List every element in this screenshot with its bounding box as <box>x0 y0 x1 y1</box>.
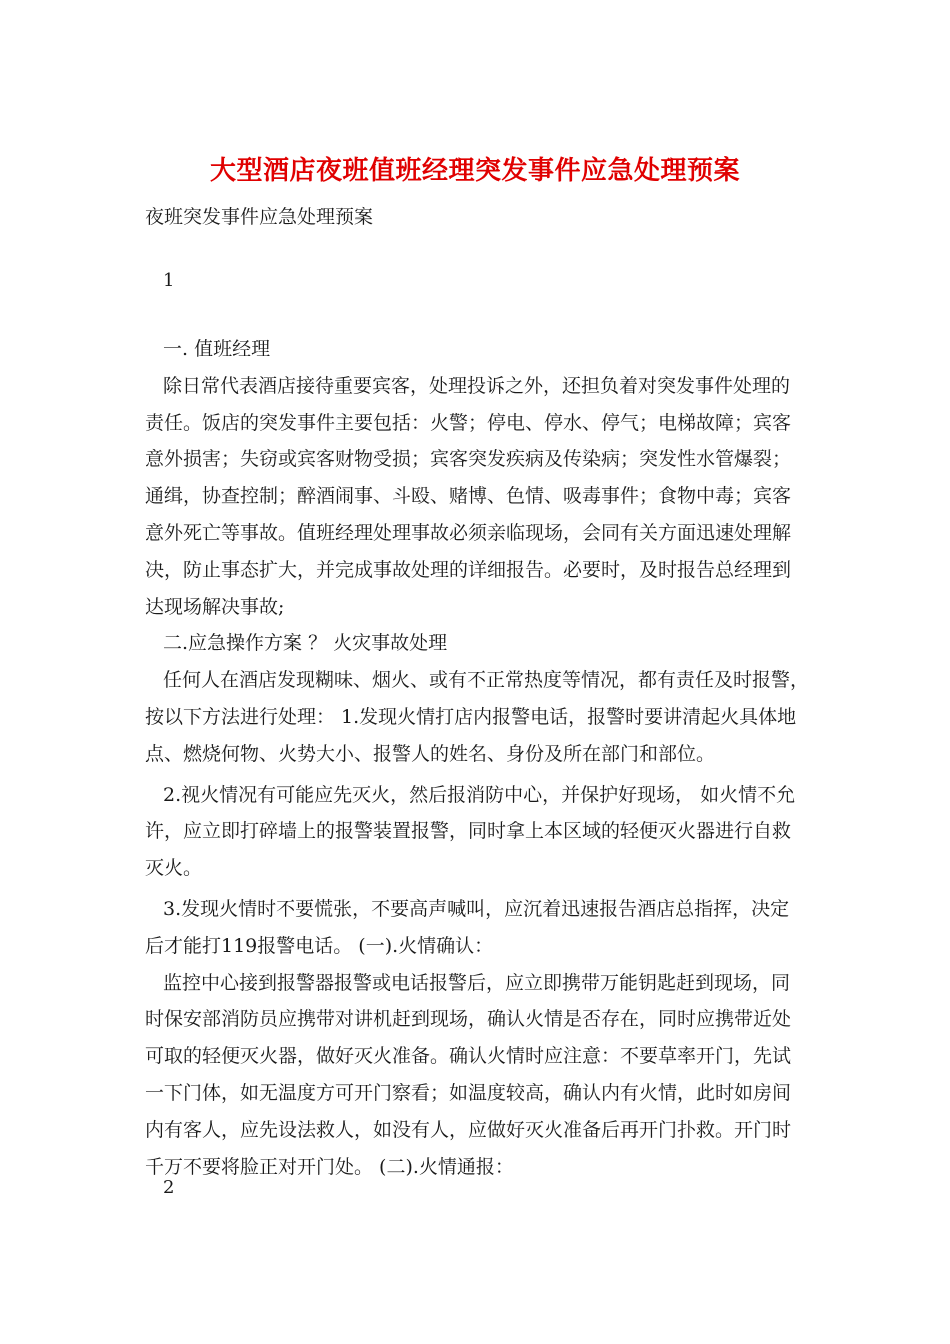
page-marker: 1 <box>163 270 175 291</box>
paragraph-line: 许，应立即打碎墙上的报警装置报警，同时拿上本区域的轻便灭火器进行自救 <box>145 820 792 843</box>
paragraph-line: 除日常代表酒店接待重要宾客，处理投诉之外，还担负着对突发事件处理的 <box>163 374 791 397</box>
paragraph-line: 监控中心接到报警器报警或电话报警后，应立即携带万能钥匙赶到现场，同 <box>163 971 791 994</box>
paragraph-line: 灭火。 <box>145 857 203 880</box>
paragraph-line: 内有客人，应先设法救人，如没有人，应做好灭火准备后再开门扑救。开门时 <box>145 1118 792 1141</box>
section-heading: 二.应急操作方案 ？ 火灾事故处理 <box>163 632 448 655</box>
paragraph-line: 通缉，协查控制；醉酒闹事、斗殴、赌博、色情、吸毒事件；食物中毒；宾客 <box>145 485 792 508</box>
section-heading: 一. 值班经理 <box>163 338 271 360</box>
page-marker: 2 <box>163 1177 175 1198</box>
paragraph-line: 时保安部消防员应携带对讲机赶到现场，确认火情是否存在，同时应携带近处 <box>145 1008 792 1031</box>
paragraph-line: 意外死亡等事故。值班经理处理事故必须亲临现场，会同有关方面迅速处理解 <box>145 521 792 544</box>
document-title: 大型酒店夜班值班经理突发事件应急处理预案 <box>209 156 740 186</box>
paragraph-line: 千万不要将脸正对开门处。 (二).火情通报： <box>145 1155 514 1178</box>
document-subtitle: 夜班突发事件应急处理预案 <box>145 206 374 228</box>
paragraph-line: 决，防止事态扩大，并完成事故处理的详细报告。必要时，及时报告总经理到 <box>145 558 792 581</box>
paragraph-line: 2.视火情况有可能应先灭火，然后报消防中心，并保护好现场， 如火情不允 <box>163 783 796 806</box>
paragraph-line: 一下门体，如无温度方可开门察看；如温度较高，确认内有火情，此时如房间 <box>145 1081 792 1104</box>
paragraph-line: 3.发现火情时不要慌张，不要高声喊叫，应沉着迅速报告酒店总指挥，决定 <box>163 897 790 920</box>
paragraph-line: 任何人在酒店发现糊味、烟火、或有不正常热度等情况，都有责任及时报警， <box>163 669 810 692</box>
paragraph-line: 可取的轻便灭火器，做好灭火准备。确认火情时应注意：不要草率开门，先试 <box>145 1045 792 1068</box>
paragraph-line: 点、燃烧何物、火势大小、报警人的姓名、身份及所在部门和部位。 <box>145 742 716 765</box>
paragraph-line: 达现场解决事故; <box>145 595 285 618</box>
paragraph-line: 意外损害；失窃或宾客财物受损；宾客突发疾病及传染病；突发性水管爆裂； <box>145 448 792 471</box>
body-text <box>145 331 810 1185</box>
paragraph-line: 按以下方法进行处理： 1.发现火情打店内报警电话，报警时要讲清起火具体地 <box>145 705 797 728</box>
paragraph-line: 后才能打119报警电话。 (一).火情确认： <box>145 934 494 957</box>
paragraph-line: 责任。饭店的突发事件主要包括：火警；停电、停水、停气；电梯故障；宾客 <box>145 411 792 434</box>
